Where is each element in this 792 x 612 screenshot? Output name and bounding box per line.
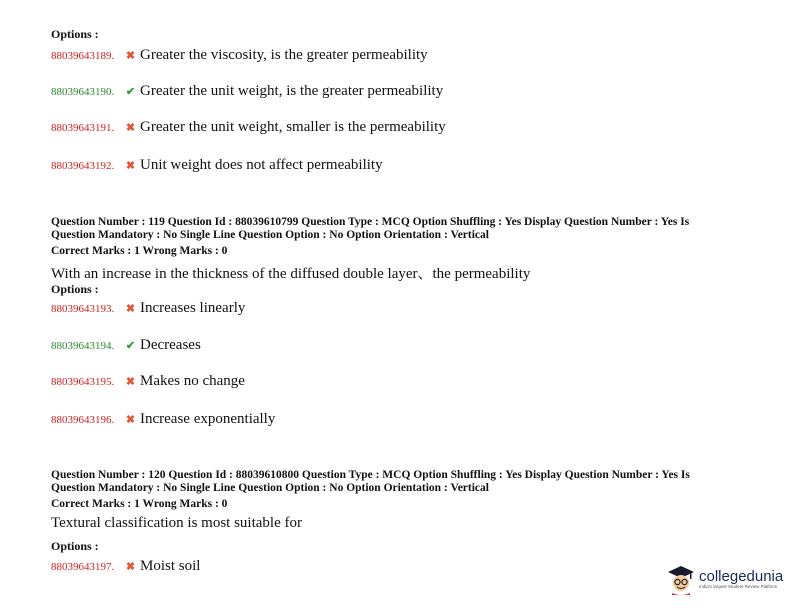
option-row (51, 47, 428, 64)
option-id: 88039643189. (51, 50, 115, 62)
question-header (51, 216, 689, 242)
option-text: Increase exponentially (140, 411, 276, 427)
cross-icon: ✖ (125, 122, 136, 134)
option-id: 88039643197. (51, 561, 115, 573)
question-text: With an increase in the thickness of the diffused double layer、the permeability (51, 266, 531, 282)
question-header (51, 469, 690, 495)
cross-icon: ✖ (125, 160, 136, 172)
option-row (51, 558, 200, 575)
option-id: 88039643192. (51, 160, 115, 172)
option-text: Greater the unit weight, smaller is the permeability (140, 119, 446, 135)
options-label: Options : (51, 282, 99, 296)
option-text: Moist soil (140, 558, 201, 574)
question-header-line: Question Number : 120 Question Id : 88039610800 Question Type : MCQ Option Shuffling : Yes Display Question Number : Yes Is (51, 469, 690, 481)
option-row (51, 119, 446, 136)
option-id: 88039643194. (51, 340, 115, 352)
collegedunia-logo (666, 563, 783, 595)
options-label: Options : (51, 27, 99, 41)
question-marks: Correct Marks : 1 Wrong Marks : 0 (51, 245, 228, 257)
logo-name: collegedunia (699, 568, 784, 585)
option-text: Makes no change (140, 373, 245, 389)
logo-tagline: India's largest Student Review Platform (699, 584, 778, 589)
question-marks: Correct Marks : 1 Wrong Marks : 0 (51, 498, 228, 510)
question-header-line: Question Mandatory : No Single Line Question Option : No Option Orientation : Vertical (51, 482, 489, 494)
option-id: 88039643190. (51, 86, 115, 98)
options-label: Options : (51, 539, 99, 553)
cross-icon: ✖ (125, 414, 136, 426)
question-header-line: Question Number : 119 Question Id : 88039610799 Question Type : MCQ Option Shuffling : Yes Display Question Number : Yes Is (51, 216, 690, 228)
option-row (51, 411, 275, 428)
checkmark-icon: ✔ (125, 340, 136, 352)
cross-icon: ✖ (125, 376, 136, 388)
option-text: Unit weight does not affect permeability (140, 157, 383, 173)
option-text: Increases linearly (140, 300, 246, 316)
option-text: Decreases (140, 337, 201, 353)
question-header-line: Question Mandatory : No Single Line Question Option : No Option Orientation : Vertical (51, 229, 489, 241)
option-row (51, 373, 245, 390)
option-row (51, 337, 201, 354)
option-id: 88039643195. (51, 376, 115, 388)
option-id: 88039643191. (51, 122, 115, 134)
option-row (51, 300, 245, 317)
option-id: 88039643193. (51, 303, 115, 315)
cross-icon: ✖ (125, 50, 136, 62)
option-id: 88039643196. (51, 414, 115, 426)
option-row (51, 83, 443, 100)
option-text: Greater the unit weight, is the greater permeability (140, 83, 444, 99)
option-text: Greater the viscosity, is the greater permeability (140, 47, 428, 63)
cross-icon: ✖ (125, 561, 136, 573)
option-row (51, 157, 383, 174)
checkmark-icon: ✔ (125, 86, 136, 98)
graduate-mascot-icon (666, 563, 696, 595)
cross-icon: ✖ (125, 303, 136, 315)
question-text: Textural classification is most suitable for (51, 515, 302, 531)
